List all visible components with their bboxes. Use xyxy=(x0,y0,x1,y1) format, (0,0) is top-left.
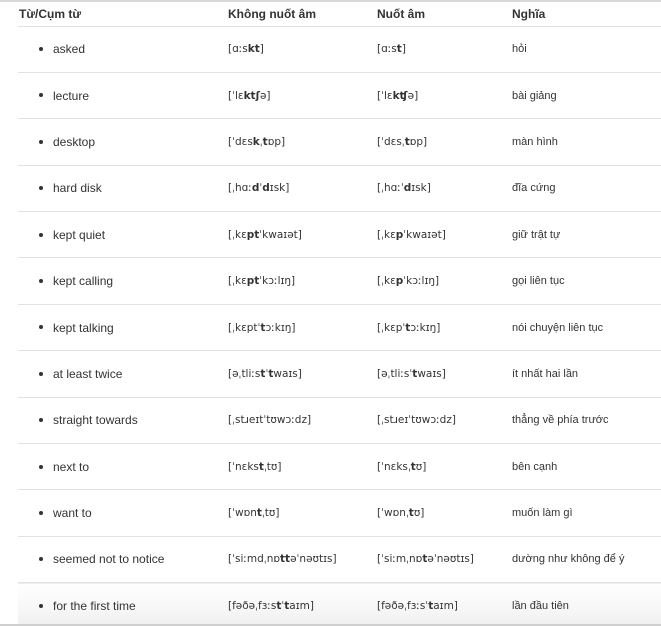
word-text: want to xyxy=(53,506,92,521)
ipa-segment: [ˌhɑː xyxy=(228,182,252,195)
unreleased-ipa-cell xyxy=(228,397,377,443)
ipa-segment: ɪsk] xyxy=(269,182,290,195)
word-text: kept quiet xyxy=(53,227,106,242)
bullet-icon xyxy=(39,186,43,190)
released-ipa-cell xyxy=(377,490,512,536)
word-cell xyxy=(18,444,228,490)
ipa-segment: [əˌtliːs xyxy=(228,367,261,380)
ipa-bold-segment: d xyxy=(262,182,270,195)
released-ipa-cell xyxy=(377,165,512,211)
unreleased-ipa-cell xyxy=(228,490,377,536)
pronunciation-table xyxy=(18,2,661,626)
word-text: next to xyxy=(53,459,90,474)
ipa-bold-segment: t xyxy=(404,135,410,148)
ipa-segment: ɒp] xyxy=(409,135,428,148)
unreleased-ipa-cell xyxy=(228,351,377,397)
meaning-cell: giữ trật tự xyxy=(512,228,561,241)
unreleased-ipa-cell xyxy=(228,26,377,72)
ipa-bold-segment: pt xyxy=(246,275,260,288)
ipa-segment: [ˌkɛptˈ xyxy=(228,321,261,334)
ipa-segment: ʊ] xyxy=(415,460,427,473)
word-cell xyxy=(18,490,228,536)
unreleased-ipa-cell xyxy=(228,258,377,304)
bullet-icon xyxy=(39,465,43,469)
ipa-segment: [ˌkɛpˈ xyxy=(377,321,406,334)
released-ipa-cell xyxy=(377,258,512,304)
ipa-segment: ˈkwaɪət] xyxy=(259,228,302,241)
meaning-cell: muốn làm gì xyxy=(512,507,573,520)
ipa-segment: [ˈwɒnˌ xyxy=(377,507,409,520)
ipa-segment: ɒp] xyxy=(267,135,286,148)
ipa-bold-segment: t xyxy=(405,321,411,334)
ipa-segment: waɪs] xyxy=(273,367,302,380)
table-row xyxy=(18,212,661,258)
ipa-segment: [ˌkɛ xyxy=(377,275,396,288)
ipa-bold-segment: t xyxy=(412,367,418,380)
ipa-segment: [ˈlɛ xyxy=(377,89,393,102)
ipa-segment: [ˈsiːmdˌnɒ xyxy=(228,553,281,566)
table-row xyxy=(18,165,661,211)
ipa-bold-segment: t xyxy=(260,321,266,334)
ipa-segment: [fəðəˌfɜːs xyxy=(228,600,277,613)
released-ipa-cell xyxy=(377,212,512,258)
ipa-segment: [ˌstɹeɪtˈtʊwɔːdz] xyxy=(228,414,312,427)
word-cell xyxy=(18,26,228,72)
header-unreleased: Không nuốt âm xyxy=(228,6,316,21)
word-cell xyxy=(18,165,228,211)
ipa-segment: [ˈsiːmˌnɒ xyxy=(377,553,423,566)
bullet-icon xyxy=(39,604,43,608)
ipa-bold-segment: tt xyxy=(280,553,291,566)
ipa-bold-segment: t xyxy=(258,460,264,473)
ipa-segment: ˈ xyxy=(281,600,285,613)
ipa-bold-segment: t xyxy=(260,367,266,380)
meaning-cell: nói chuyện liên tục xyxy=(512,321,604,334)
header-word: Từ/Cụm từ xyxy=(19,6,82,21)
table-row xyxy=(18,304,661,350)
ipa-segment: ɔːkɪŋ] xyxy=(265,321,296,334)
meaning-cell: hỏi xyxy=(512,43,527,56)
word-text: lecture xyxy=(53,88,90,103)
ipa-segment: [ˌkɛ xyxy=(228,275,247,288)
ipa-segment: ˌtʊ] xyxy=(261,507,280,520)
bullet-icon xyxy=(39,511,43,515)
header-meaning: Nghĩa xyxy=(512,6,546,21)
table-body xyxy=(18,26,661,626)
ipa-segment: əˈnəʊtɪs] xyxy=(427,553,474,566)
table-row xyxy=(18,444,661,490)
word-cell xyxy=(18,397,228,443)
table-row xyxy=(18,583,661,626)
ipa-segment: ə] xyxy=(407,89,419,102)
ipa-segment: [ˈdɛsˌ xyxy=(377,135,405,148)
meaning-cell: màn hình xyxy=(512,135,558,148)
header-row xyxy=(18,2,661,26)
ipa-bold-segment: d xyxy=(403,182,412,195)
ipa-segment: ˈ xyxy=(265,367,269,380)
released-ipa-cell xyxy=(377,536,512,582)
ipa-segment: ˌ xyxy=(259,135,263,148)
ipa-segment: [ˌkɛ xyxy=(377,228,396,241)
ipa-segment: ɪsk] xyxy=(411,182,431,195)
ipa-segment: aɪm] xyxy=(289,600,314,613)
unreleased-ipa-cell xyxy=(228,304,377,350)
ipa-bold-segment: t xyxy=(428,600,434,613)
word-cell xyxy=(18,72,228,118)
ipa-segment: [ɑːs xyxy=(377,43,397,56)
bullet-icon xyxy=(39,372,43,376)
ipa-segment: [ɑːs xyxy=(228,43,248,56)
ipa-segment: [əˌtliːsˈ xyxy=(377,367,413,380)
bullet-icon xyxy=(39,233,43,237)
word-cell xyxy=(18,351,228,397)
bullet-icon xyxy=(39,47,43,51)
word-cell xyxy=(18,304,228,350)
ipa-segment: [ˌstɹeɪˈtʊwɔːdz] xyxy=(377,414,456,427)
table-row xyxy=(18,26,661,72)
word-text: at least twice xyxy=(53,366,123,381)
released-ipa-cell xyxy=(377,583,512,626)
ipa-bold-segment: d xyxy=(251,182,260,195)
released-ipa-cell xyxy=(377,351,512,397)
released-ipa-cell xyxy=(377,397,512,443)
table-row xyxy=(18,351,661,397)
ipa-bold-segment: t xyxy=(256,507,262,520)
word-cell xyxy=(18,536,228,582)
bullet-icon xyxy=(39,557,43,561)
table-row xyxy=(18,72,661,118)
meaning-cell: lần đầu tiên xyxy=(512,600,569,613)
meaning-cell: dường như không để ý xyxy=(512,553,625,566)
word-cell xyxy=(18,583,228,626)
ipa-segment: ə] xyxy=(259,89,271,102)
table-row xyxy=(18,490,661,536)
ipa-segment: waɪs] xyxy=(417,367,446,380)
ipa-bold-segment: t xyxy=(422,553,428,566)
meaning-cell: thẳng về phía trước xyxy=(512,414,609,427)
word-text: asked xyxy=(53,42,86,57)
word-cell xyxy=(18,119,228,165)
bullet-icon xyxy=(39,325,43,329)
ipa-segment: ˈkɔːlɪŋ] xyxy=(403,275,440,288)
ipa-bold-segment: t xyxy=(410,460,416,473)
ipa-bold-segment: t xyxy=(262,135,268,148)
unreleased-ipa-cell xyxy=(228,444,377,490)
ipa-segment: [ˈdɛs xyxy=(228,135,253,148)
meaning-cell: đĩa cứng xyxy=(512,182,556,195)
ipa-segment: [fəðəˌfɜːsˈ xyxy=(377,600,429,613)
table-row xyxy=(18,119,661,165)
ipa-bold-segment: k xyxy=(252,135,260,148)
ipa-bold-segment: p xyxy=(395,228,404,241)
word-cell xyxy=(18,258,228,304)
word-text: kept talking xyxy=(53,320,114,335)
table-header xyxy=(18,2,661,26)
ipa-bold-segment: pt xyxy=(246,228,260,241)
unreleased-ipa-cell xyxy=(228,72,377,118)
meaning-cell: bên cạnh xyxy=(512,460,558,473)
ipa-segment: [ˈwɒn xyxy=(228,507,257,520)
released-ipa-cell xyxy=(377,26,512,72)
unreleased-ipa-cell xyxy=(228,583,377,626)
unreleased-ipa-cell xyxy=(228,165,377,211)
word-text: straight towards xyxy=(53,413,138,428)
word-text: seemed not to notice xyxy=(53,552,165,567)
ipa-bold-segment: t xyxy=(268,367,274,380)
ipa-segment: aɪm] xyxy=(433,600,458,613)
ipa-segment: ˌtʊ] xyxy=(263,460,282,473)
table-row xyxy=(18,536,661,582)
ipa-bold-segment: t xyxy=(284,600,290,613)
table-row xyxy=(18,397,661,443)
ipa-bold-segment: p xyxy=(395,275,404,288)
bullet-icon xyxy=(39,140,43,144)
ipa-bold-segment: kʧ xyxy=(392,89,408,102)
ipa-segment: [ˌkɛ xyxy=(228,228,247,241)
ipa-bold-segment: kt xyxy=(247,43,260,56)
bullet-icon xyxy=(39,93,43,97)
bullet-icon xyxy=(39,279,43,283)
released-ipa-cell xyxy=(377,444,512,490)
word-cell xyxy=(18,212,228,258)
released-ipa-cell xyxy=(377,72,512,118)
word-text: for the first time xyxy=(53,599,136,614)
ipa-segment: [ˈnɛks xyxy=(228,460,259,473)
meaning-cell: ít nhất hai lần xyxy=(512,367,579,380)
ipa-segment: [ˌhɑːˈ xyxy=(377,182,404,195)
ipa-segment: ] xyxy=(259,43,264,56)
ipa-segment: ] xyxy=(401,43,406,56)
unreleased-ipa-cell xyxy=(228,536,377,582)
ipa-segment: [ˈnɛksˌ xyxy=(377,460,411,473)
ipa-segment: əˈnəʊtɪs] xyxy=(290,553,337,566)
unreleased-ipa-cell xyxy=(228,119,377,165)
ipa-bold-segment: t xyxy=(276,600,282,613)
ipa-segment: [ˈlɛ xyxy=(228,89,244,102)
meaning-cell: bài giảng xyxy=(512,89,557,102)
ipa-bold-segment: ktʃ xyxy=(243,89,260,102)
word-text: desktop xyxy=(53,134,96,149)
ipa-segment: ˈkwaɪət] xyxy=(403,228,446,241)
word-text: kept calling xyxy=(53,274,114,289)
unreleased-ipa-cell xyxy=(228,212,377,258)
table-row xyxy=(18,258,661,304)
ipa-segment: ʊ] xyxy=(413,507,425,520)
bullet-icon xyxy=(39,418,43,422)
released-ipa-cell xyxy=(377,119,512,165)
released-ipa-cell xyxy=(377,304,512,350)
ipa-segment: ˈkɔːlɪŋ] xyxy=(259,275,296,288)
word-text: hard disk xyxy=(53,181,102,196)
ipa-segment: ɔːkɪŋ] xyxy=(410,321,441,334)
meaning-cell: gọi liên tục xyxy=(512,275,565,288)
ipa-bold-segment: t xyxy=(396,43,402,56)
ipa-segment: ˈ xyxy=(259,182,263,195)
ipa-bold-segment: t xyxy=(408,507,414,520)
header-released: Nuốt âm xyxy=(377,6,425,21)
